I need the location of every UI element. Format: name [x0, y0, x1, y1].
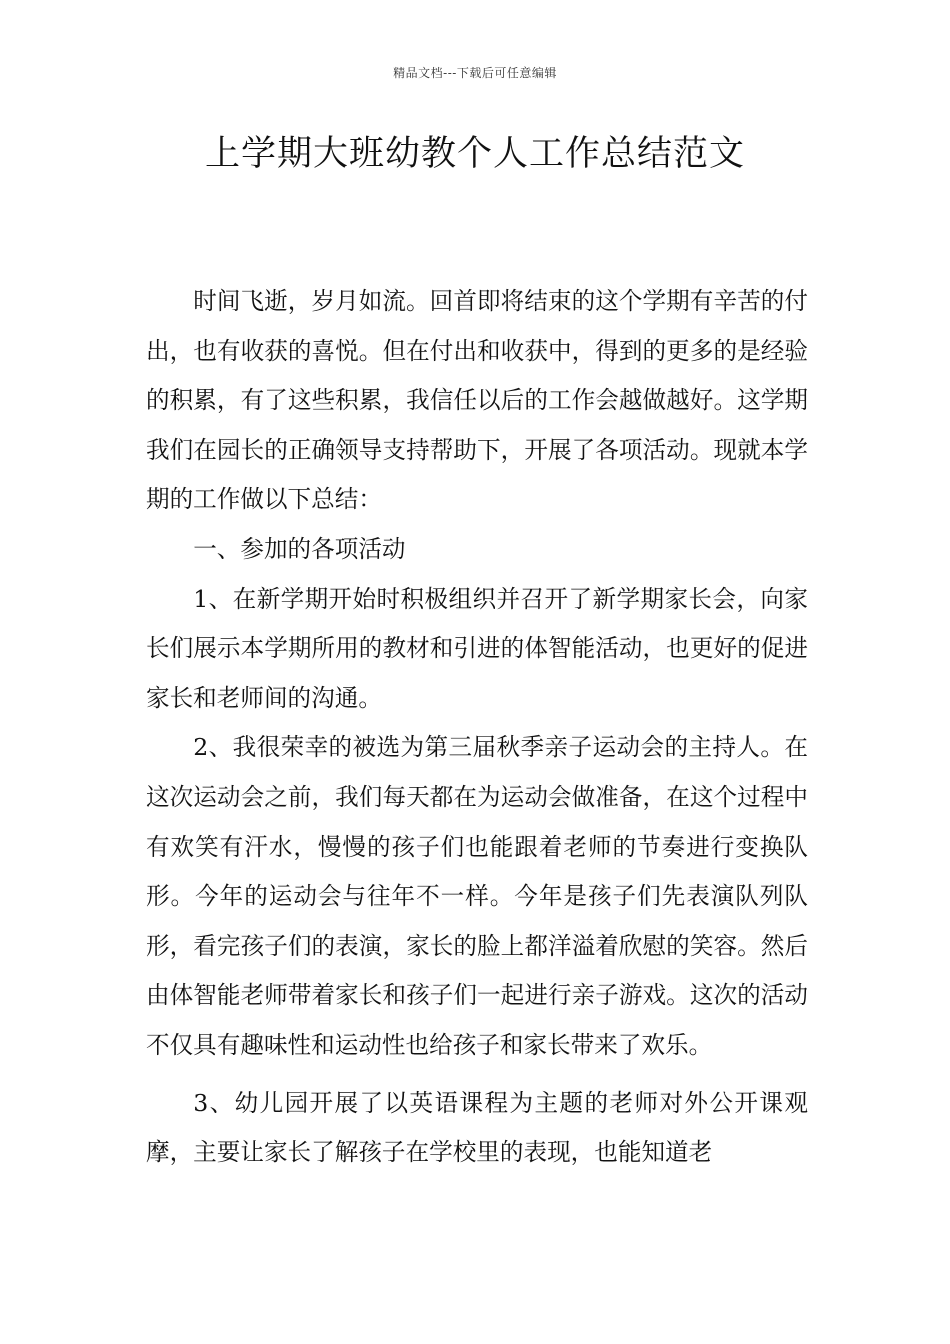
- paragraph-intro: 时间飞逝，岁月如流。回首即将结束的这个学期有辛苦的付出，也有收获的喜悦。但在付出和收获中，得到的更多的是经验的积累，有了这些积累，我信任以后的工作会越做越好。这学期我们在园长的正确领导支持帮助下，开展了各项活动。现就本学期的工作做以下总结：: [146, 287, 808, 514]
- document-title: 上学期大班幼教个人工作总结范文: [204, 134, 745, 174]
- paragraph-item-2: 2、我很荣幸的被选为第三届秋季亲子运动会的主持人。在这次运动会之前，我们每天都在为运动会做准备，在这个过程中有欢笑有汗水，慢慢的孩子们也能跟着老师的节奏进行变换队形。今年的运动会与往年不一样。今年是孩子们先表演队列队形，看完孩子们的表演，家长的脸上都洋溢着欣慰的笑容。然后由体智能老师带着家长和孩子们一起进行亲子游戏。这次的活动不仅具有趣味性和运动性也给孩子和家长带来了欢乐。: [146, 733, 808, 1059]
- header-note: 精品文档---下载后可任意编辑: [393, 66, 557, 80]
- paragraph-item-1: 1、在新学期开始时积极组织并召开了新学期家长会，向家长们展示本学期所用的教材和引进的体智能活动，也更好的促进家长和老师间的沟通。: [146, 584, 808, 712]
- document-body: [146, 277, 808, 1178]
- paragraph-item-3: 3、幼儿园开展了以英语课程为主题的老师对外公开课观摩，主要让家长了解孩子在学校里的表现，也能知道老: [146, 1088, 808, 1167]
- section-heading: 一、参加的各项活动: [193, 534, 406, 563]
